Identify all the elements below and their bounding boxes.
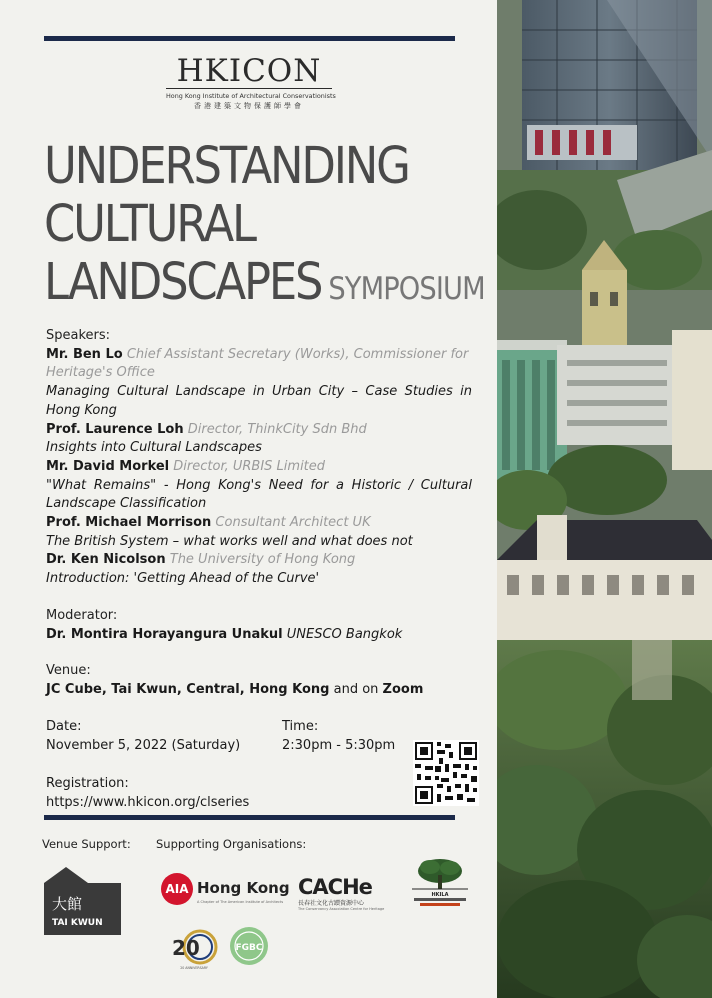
cache-name: CACHe — [298, 875, 372, 899]
speaker-talk: "What Remains" - Hong Kong's Need for a Historic / Cultural Landscape Classification — [46, 477, 472, 512]
cache-en: The Conservancy Association Centre for Heritage — [298, 907, 385, 911]
logo-subtitle: Hong Kong Institute of Architectural Conservationists — [166, 92, 336, 100]
bottom-rule — [44, 815, 455, 820]
aia-small: A Chapter of The American Institute of Architects — [197, 900, 284, 904]
speaker-name: Mr. Ben Lo — [46, 346, 123, 362]
hkila-logo — [410, 857, 470, 909]
speaker-name: Mr. David Morkel — [46, 458, 170, 474]
registration-link[interactable]: https://www.hkicon.org/clseries — [46, 795, 250, 810]
moderator-label: Moderator: — [46, 607, 118, 623]
anniversary-logo — [170, 927, 218, 971]
fgbc-logo — [228, 926, 270, 970]
title-tag: SYMPOSIUM — [328, 271, 485, 307]
speakers-label: Speakers: — [46, 328, 111, 343]
moderator-entry — [46, 626, 472, 645]
speaker-name: Prof. Michael Morrison — [46, 515, 212, 531]
speaker-entry — [46, 458, 472, 477]
speaker-entry — [46, 551, 472, 570]
registration-label: Registration: — [46, 776, 129, 791]
venue-online: Zoom — [382, 681, 424, 697]
title-line-1: UNDERSTANDING — [44, 137, 409, 196]
speaker-entry — [46, 421, 472, 440]
title-line-2: CULTURAL — [44, 195, 255, 254]
venue-entry — [46, 681, 472, 700]
moderator-name: Dr. Montira Horayangura Unakul — [46, 626, 283, 642]
title-line-3: LANDSCAPES — [44, 253, 322, 312]
aia-hong-kong-logo — [161, 873, 290, 911]
venue-label: Venue: — [46, 663, 91, 679]
hong-kong-cityscape-photo — [497, 0, 712, 998]
tai-kwun-logo — [44, 867, 121, 935]
cache-cn: 長春社文化古蹟資源中心 — [298, 900, 365, 907]
tai-kwun-en: TAI KWUN — [52, 918, 103, 928]
registration-qr-code[interactable] — [413, 740, 479, 806]
venue-support-label: Venue Support: — [42, 837, 131, 851]
time-value: 2:30pm - 5:30pm — [282, 738, 396, 753]
top-rule — [44, 36, 455, 41]
speaker-talk: Introduction: 'Getting Ahead of the Curve' — [46, 571, 320, 587]
speaker-talk: Insights into Cultural Landscapes — [46, 440, 262, 456]
cache-logo — [298, 876, 383, 916]
venue-and-on: and on — [333, 681, 379, 697]
time-label: Time: — [282, 719, 319, 734]
time-block — [282, 717, 395, 755]
speaker-role: Consultant Architect UK — [215, 515, 371, 531]
date-label: Date: — [46, 719, 82, 734]
moderator-org: UNESCO Bangkok — [286, 626, 403, 642]
speaker-talk: Managing Cultural Landscape in Urban City – Case Studies in Hong Kong — [46, 384, 472, 418]
registration-block — [46, 774, 249, 812]
supporting-orgs-label: Supporting Organisations: — [156, 837, 307, 851]
anniversary-number: 20 — [172, 936, 200, 960]
aia-mark: AIA — [161, 873, 193, 905]
speaker-talk: The British System – what works well and what does not — [46, 533, 413, 549]
speaker-role: Director, ThinkCity Sdn Bhd — [187, 421, 367, 437]
speaker-name: Dr. Ken Nicolson — [46, 552, 166, 568]
aia-name: Hong Kong — [197, 879, 290, 897]
speaker-entry — [46, 346, 472, 383]
speaker-role: The University of Hong Kong — [169, 552, 356, 568]
speaker-role: Director, URBIS Limited — [173, 458, 326, 474]
anniversary-small: 20 ANNIVERSARY — [180, 966, 208, 970]
speaker-name: Prof. Laurence Loh — [46, 421, 184, 437]
date-value: November 5, 2022 (Saturday) — [46, 738, 241, 753]
date-block — [46, 717, 240, 755]
tai-kwun-cn: 大館 — [52, 895, 83, 913]
speaker-role: Chief Assistant Secretary (Works), Commissioner for Heritage's Office — [46, 346, 469, 381]
hkicon-logo — [166, 53, 336, 111]
speaker-entry — [46, 514, 472, 533]
hkila-abbr: HKILA — [431, 892, 449, 898]
event-title — [44, 138, 485, 318]
fgbc-abbr: FGBC — [235, 943, 263, 953]
logo-chinese: 香港建築文物保護師學會 — [194, 102, 304, 110]
venue-place: JC Cube, Tai Kwun, Central, Hong Kong — [46, 681, 330, 697]
logo-wordmark: HKICON — [166, 55, 332, 89]
event-details — [46, 327, 472, 700]
